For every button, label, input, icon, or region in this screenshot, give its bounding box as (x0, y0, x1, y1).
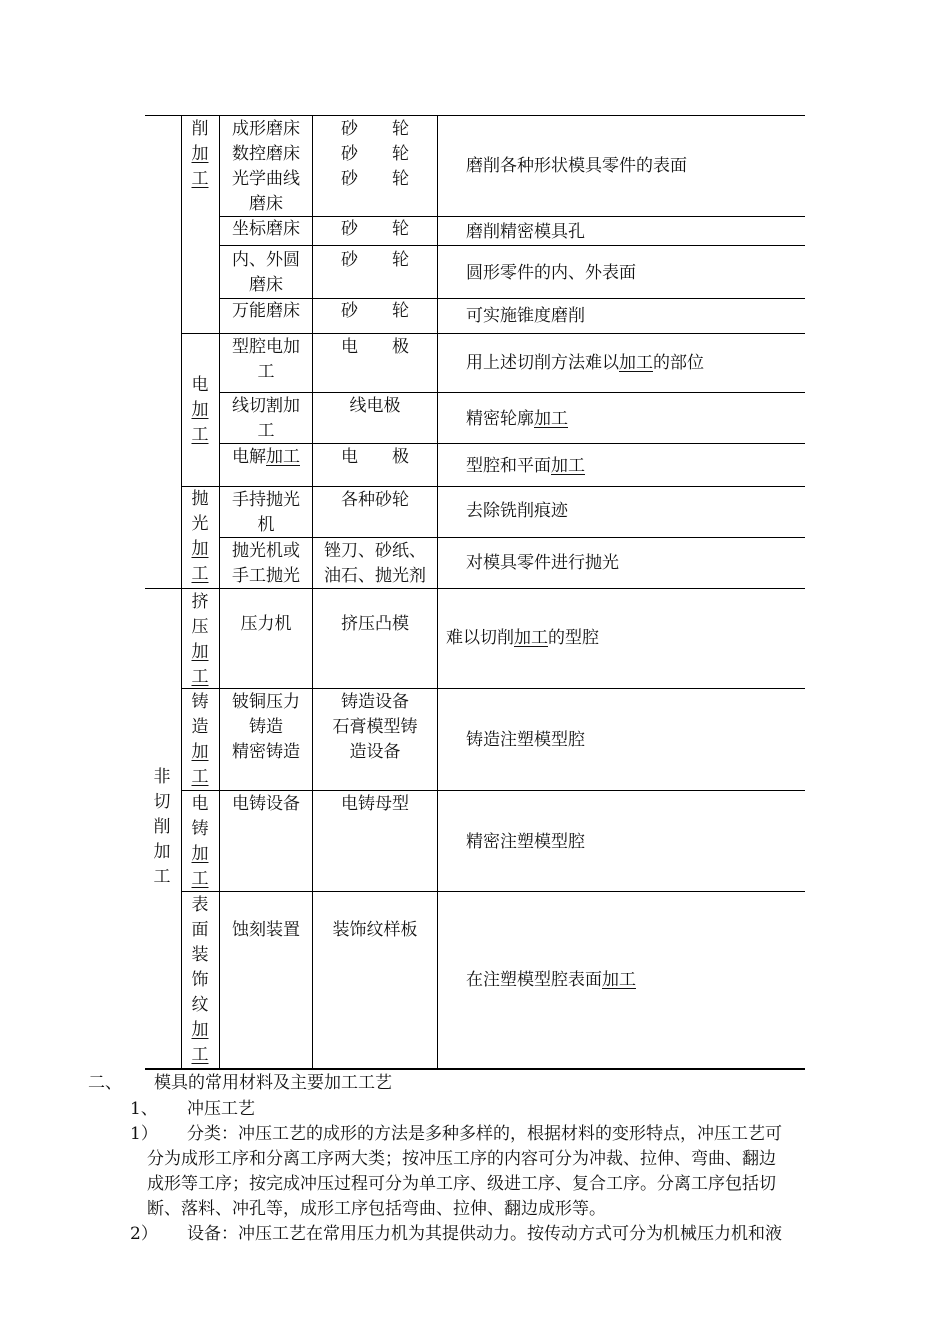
tool-cell: 砂 轮 (341, 301, 409, 321)
usage-cell: 磨削各种形状模具零件的表面 (466, 156, 687, 176)
machine-cell: 线切割加 工 (232, 396, 300, 441)
usage-cell: 去除铣削痕迹 (466, 501, 568, 521)
usage-cell: 对模具零件进行抛光 (466, 553, 619, 573)
group-polishing: 抛 光 加 工 (191, 489, 209, 584)
section-title: 模具的常用材料及主要加工工艺 (154, 1073, 392, 1093)
machine-cell: 蚀刻装置 (232, 920, 300, 940)
subsection-number: 1、 (130, 1099, 158, 1119)
usage-cell: 可实施锥度磨削 (466, 306, 585, 326)
machine-cell: 抛光机或 手工抛光 (232, 541, 300, 586)
usage-cell: 铸造注塑模型腔 (466, 730, 585, 750)
machine-cell: 内、外圆 磨床 (232, 250, 300, 295)
machine-cell: 型腔电加 工 (232, 337, 300, 382)
tool-cell: 电 极 (341, 447, 409, 467)
row-divider (220, 392, 805, 393)
row-divider (181, 486, 805, 487)
table-top-border (145, 115, 805, 116)
paragraph-line: 分为成形工序和分离工序两大类；按冲压工序的内容可分为冲裁、拉伸、弯曲、翻边 (147, 1149, 776, 1169)
usage-cell: 用上述切削方法难以加工的部位 (466, 353, 704, 373)
paragraph-line: 分类：冲压工艺的成形的方法是多种多样的，根据材料的变形特点，冲压工艺可 (187, 1124, 782, 1144)
table-bottom-border (145, 1068, 805, 1070)
tool-cell: 铸造设备 石膏模型铸 造设备 (332, 692, 418, 762)
paragraph-line: 设备：冲压工艺在常用压力机为其提供动力。按传动方式可分为机械压力机和液 (187, 1224, 782, 1244)
tool-cell: 装饰纹样板 (332, 920, 418, 940)
paragraph-line: 断、落料、冲孔等，成形工序包括弯曲、拉伸、翻边成形等。 (147, 1199, 606, 1219)
tool-cell: 砂 轮 (341, 250, 409, 270)
group-grinding: 削 加 工 (191, 119, 209, 189)
usage-cell: 磨削精密模具孔 (466, 222, 585, 242)
usage-cell: 难以切削加工的型腔 (446, 628, 599, 648)
machine-cell: 成形磨床 数控磨床 光学曲线 磨床 (232, 119, 300, 214)
row-divider (181, 790, 805, 791)
category-non-cutting: 非 切 削 加 工 (153, 767, 171, 887)
usage-cell: 精密注塑模型腔 (466, 832, 585, 852)
paragraph-line: 成形等工序；按完成冲压过程可分为单工序、级进工序、复合工序。分离工序包括切 (147, 1174, 776, 1194)
machine-cell: 电解加工 (232, 447, 300, 467)
group-surface-texture: 表 面 装 饰 纹 加 工 (191, 895, 209, 1065)
usage-cell: 精密轮廓加工 (466, 409, 568, 429)
tool-cell: 挤压凸模 (341, 614, 409, 634)
machine-cell: 压力机 (240, 614, 292, 634)
row-divider (181, 891, 805, 892)
group-extrusion: 挤 压 加 工 (191, 592, 209, 687)
usage-cell: 在注塑模型腔表面加工 (466, 970, 636, 990)
section-number: 二、 (88, 1073, 122, 1093)
tool-cell: 线电极 (349, 396, 401, 416)
tool-cell: 砂 轮 (341, 219, 409, 239)
machine-cell: 坐标磨床 (232, 219, 300, 239)
tool-cell: 各种砂轮 (341, 490, 409, 510)
machine-cell: 万能磨床 (232, 301, 300, 321)
group-edm: 电 加 工 (191, 375, 209, 445)
usage-cell: 圆形零件的内、外表面 (466, 263, 636, 283)
machine-cell: 铍铜压力 铸造 精密铸造 (232, 692, 300, 762)
col-divider (437, 115, 438, 1068)
tool-cell: 电铸母型 (341, 794, 409, 814)
group-electroforming: 电 铸 加 工 (191, 794, 209, 889)
row-divider (220, 245, 805, 246)
usage-cell: 型腔和平面加工 (466, 456, 585, 476)
group-casting: 铸 造 加 工 (191, 692, 209, 787)
subsection-title: 冲压工艺 (187, 1099, 255, 1119)
item-number: 2） (130, 1224, 158, 1244)
machine-cell: 电铸设备 (232, 794, 300, 814)
tool-cell: 电 极 (341, 337, 409, 357)
tool-cell: 砂 轮 砂 轮 砂 轮 (341, 119, 409, 189)
item-number: 1） (130, 1124, 158, 1144)
tool-cell: 锉刀、砂纸、 油石、抛光剂 (324, 541, 426, 586)
machine-cell: 手持抛光 机 (232, 490, 300, 535)
col-divider (181, 115, 182, 1068)
row-divider (181, 333, 805, 334)
row-divider (181, 688, 805, 689)
